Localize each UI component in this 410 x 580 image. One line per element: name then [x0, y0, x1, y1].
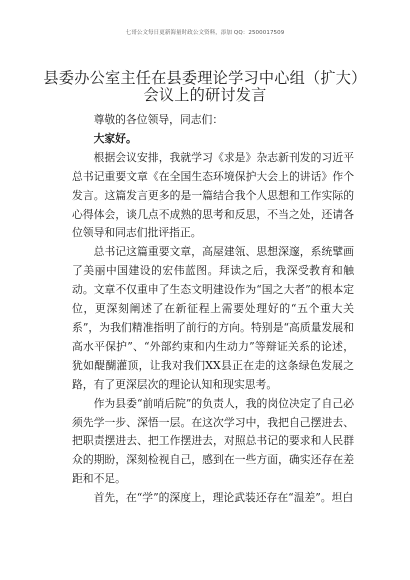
paragraph-3: 作为县委“前哨后院”的负责人，我的岗位决定了自己必须先学一步、深悟一层。在这次学习中，我把自己摆进去、把职责摆进去、把工作摆进去，对照总书记的要求和人民群众的期盼，深刻检视自己，感到在一些方面，确实还存在差距和不足。: [72, 396, 354, 486]
title-line-1: 县委办公室主任在县委理论学习中心组（扩大）: [43, 69, 367, 87]
document-title: [30, 70, 380, 104]
greeting: 大家好。: [93, 131, 137, 145]
paragraph-2: 总书记这篇重要文章，高屋建瓴、思想深邃，系统擘画了美丽中国建设的宏伟蓝图。拜读之后，我深受教育和触动。文章不仅重申了生态文明建设作为“国之大者”的根本定位，更深刻阐述了在新征程上需要处理好的“五个重大关系”，为我们精准指明了前行的方向。特别是“高质量发展和高水平保护”、“外部约束和内生动力”等辩证关系的论述，犹如醍醐灌顶，让我对我们XX县正在走的这条绿色发展之路，有了更深层次的理论认知和现实思考。: [72, 245, 354, 391]
title-line-2: 会议上的研讨发言: [143, 86, 267, 104]
header-note: 七哥公文每日更新海量时政公文资料，添加 QQ：2500017509: [125, 30, 285, 36]
document-body: [72, 111, 354, 508]
paragraph-4: 首先，在“学”的深度上，理论武装还存在“温差”。坦白: [93, 491, 354, 505]
salutation: 尊敬的各位领导，同志们：: [93, 113, 224, 126]
paragraph-1: 根据会议安排，我就学习《求是》杂志新刊发的习近平总书记重要文章《在全国生态环境保护大会上的讲话》作个发言。这篇发言更多的是一篇结合我个人思想和工作实际的心得体会，谈几点不成熟的思考和反思，不当之处，还请各位领导和同志们批评指正。: [72, 150, 354, 240]
